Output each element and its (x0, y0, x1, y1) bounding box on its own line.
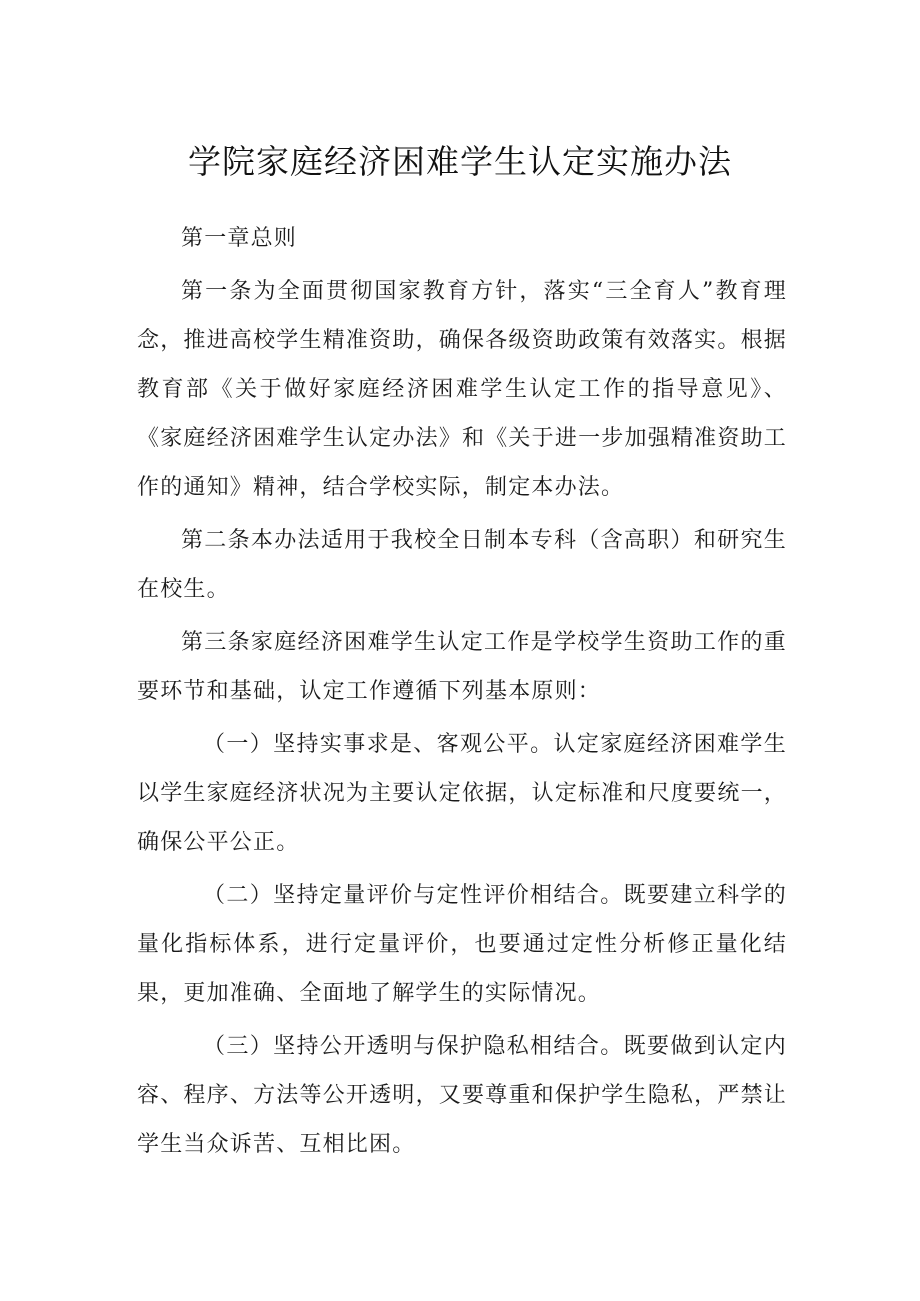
principle-3-paragraph: （三）坚持公开透明与保护隐私相结合。既要做到认定内容、程序、方法等公开透明，又要尊重和保护学生隐私，严禁让学生当众诉苦、互相比困。 (137, 1034, 787, 1157)
document-title: 学院家庭经济困难学生认定实施办法 (188, 142, 732, 181)
principle-1-paragraph: （一）坚持实事求是、客观公平。认定家庭经济困难学生以学生家庭经济状况为主要认定依据，认定标准和尺度要统一，确保公平公正。 (137, 732, 787, 855)
document-body (137, 214, 787, 1169)
article-1-paragraph: 第一条为全面贯彻国家教育方针，落实“三全育人”教育理念，推进高校学生精准资助，确保各级资助政策有效落实。根据教育部《关于做好家庭经济困难学生认定工作的指导意见》、《家庭经济困难学生认定办法》和《关于进一步加强精准资助工作的通知》精神，结合学校实际，制定本办法。 (137, 279, 787, 500)
article-3-paragraph: 第三条家庭经济困难学生认定工作是学校学生资助工作的重要环节和基础，认定工作遵循下列基本原则： (137, 630, 787, 704)
chapter-heading: 第一章总则 (181, 226, 298, 251)
principle-2-paragraph: （二）坚持定量评价与定性评价相结合。既要建立科学的量化指标体系，进行定量评价，也要通过定性分析修正量化结果，更加准确、全面地了解学生的实际情况。 (137, 883, 787, 1006)
article-2-paragraph: 第二条本办法适用于我校全日制本专科（含高职）和研究生在校生。 (137, 528, 787, 602)
